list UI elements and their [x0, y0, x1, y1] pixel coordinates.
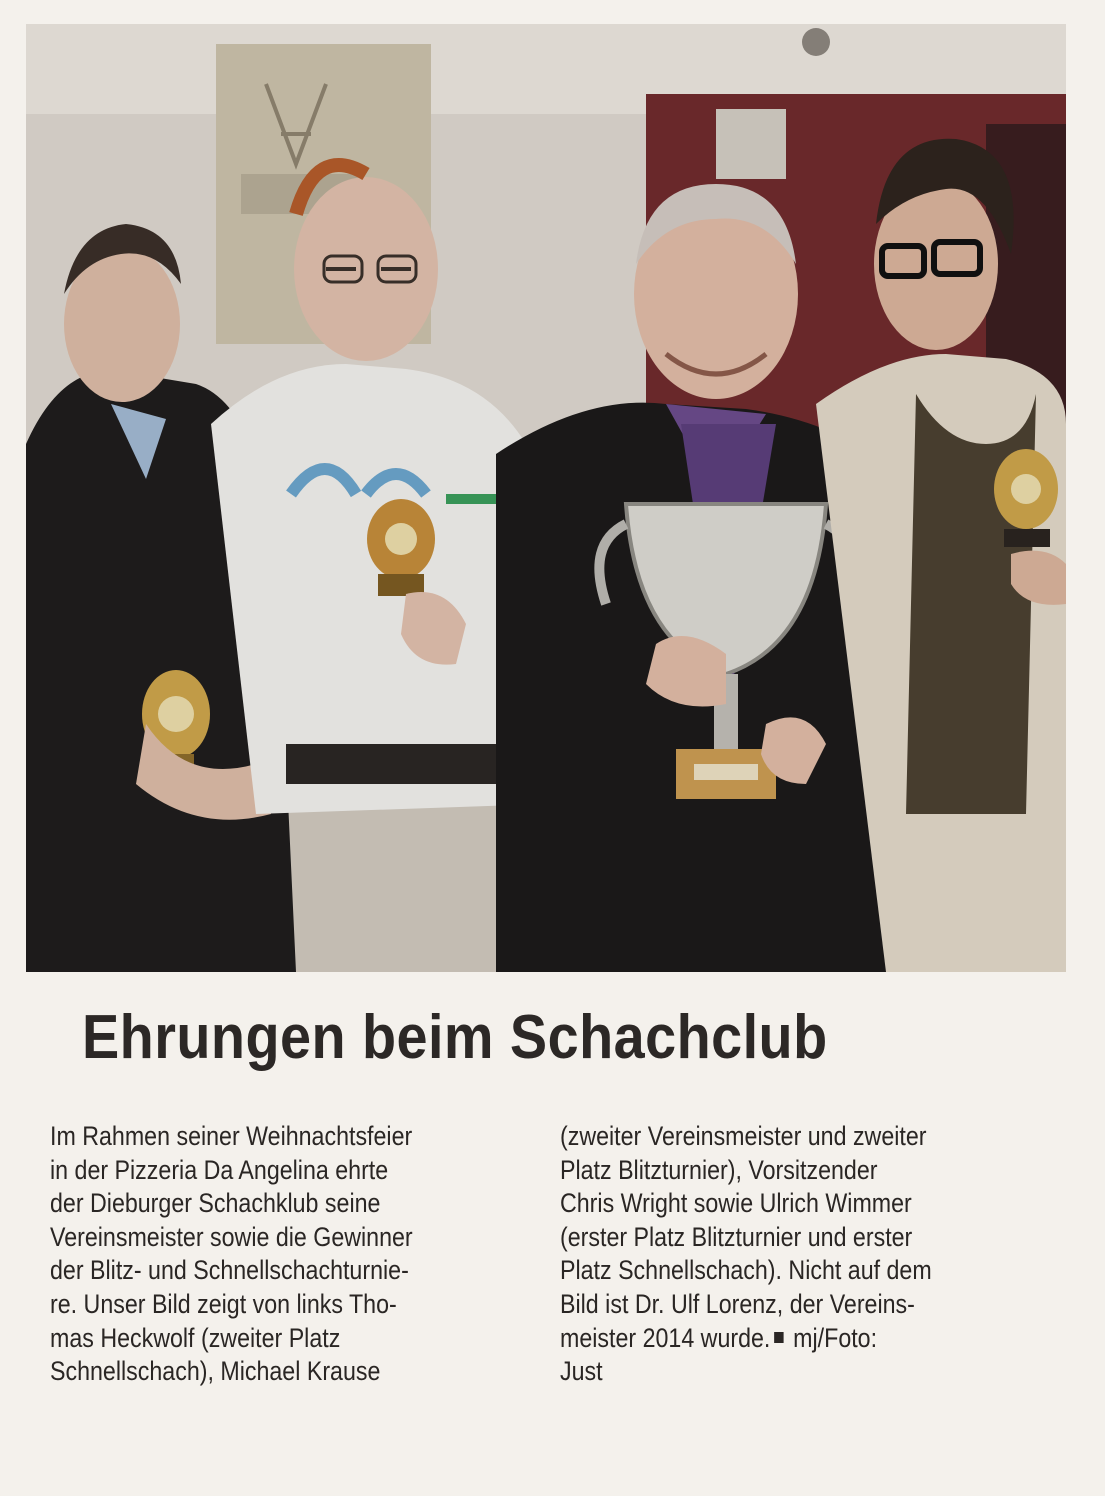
body-line: Bild ist Dr. Ulf Lorenz, der Vereins-	[560, 1288, 915, 1319]
article-photo	[26, 24, 1066, 972]
article-headline: Ehrungen beim Schachclub	[82, 1003, 828, 1072]
body-line: in der Pizzeria Da Angelina ehrte	[50, 1154, 389, 1185]
photo-credit-name: Just	[560, 1356, 603, 1387]
body-line: der Blitz- und Schnellschachturnie-	[50, 1255, 409, 1286]
body-line: Schnellschach), Michael Krause	[50, 1356, 381, 1387]
body-line: mas Heckwolf (zweiter Platz	[50, 1322, 341, 1353]
body-line: (zweiter Vereinsmeister und zweiter	[560, 1121, 927, 1151]
article-body-right-column	[560, 1120, 1070, 1389]
body-line: Im Rahmen seiner Weihnachtsfeier	[50, 1121, 413, 1151]
body-line: meister 2014 wurde.	[560, 1322, 771, 1353]
body-line: Platz Schnellschach). Nicht auf dem	[560, 1255, 932, 1286]
article-body-left-column	[50, 1120, 520, 1389]
photo-illustration	[26, 24, 1066, 972]
photo-credit: mj/Foto:	[793, 1322, 878, 1353]
body-line: Vereinsmeister sowie die Gewinner	[50, 1221, 413, 1252]
body-line: Platz Blitzturnier), Vorsitzender	[560, 1154, 878, 1185]
body-line-with-credit	[560, 1322, 999, 1356]
end-mark-icon	[774, 1332, 783, 1343]
body-line: (erster Platz Blitzturnier und erster	[560, 1221, 913, 1252]
body-line: re. Unser Bild zeigt von links Tho-	[50, 1288, 397, 1319]
body-line: Chris Wright sowie Ulrich Wimmer	[560, 1188, 912, 1219]
body-line: der Dieburger Schachklub seine	[50, 1188, 381, 1219]
